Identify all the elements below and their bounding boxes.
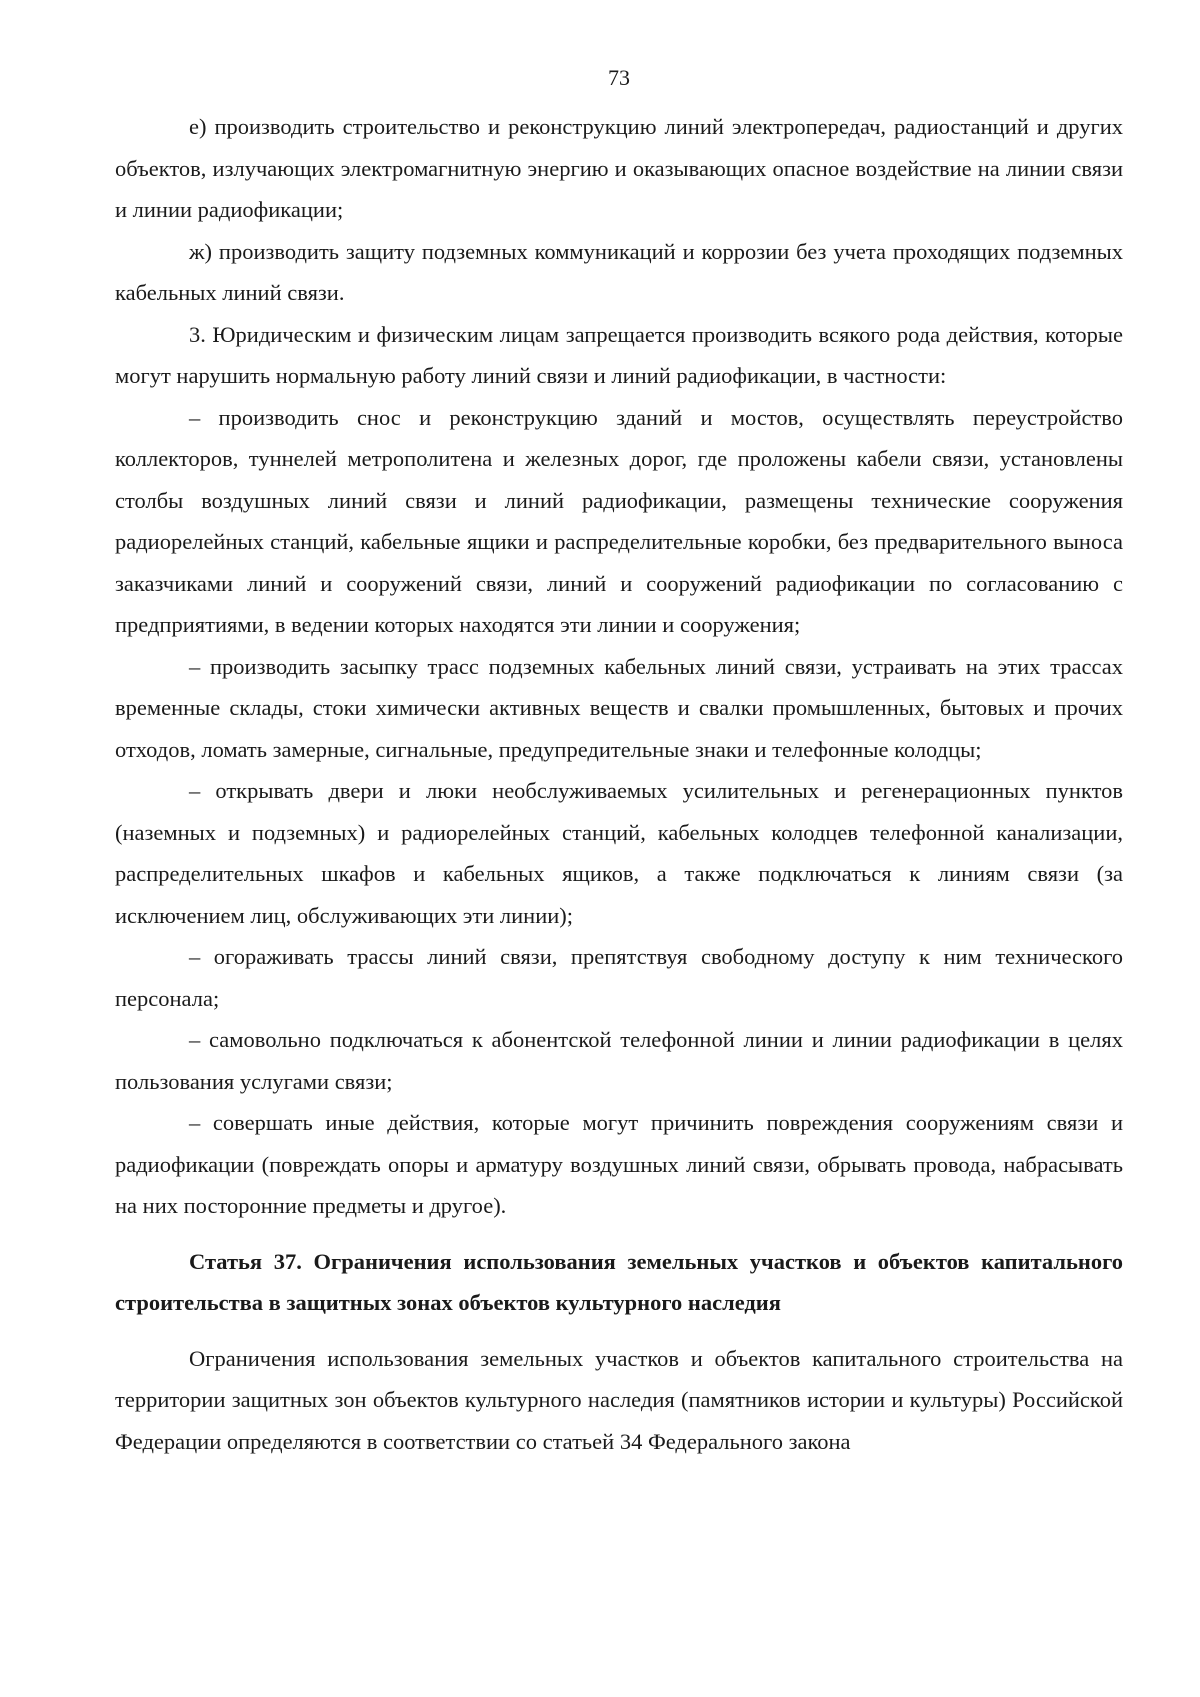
document-page <box>115 60 1123 1462</box>
list-item-demolition: – производить снос и реконструкцию зданий и мостов, осуществлять переустройство коллекторов, туннелей метрополитена и железных дорог, где проложены кабели связи, установлены столбы воздушных линий связи и линий радиофикации, размещены технические сооружения радиорелейных станций, кабельные ящики и распределительные коробки, без предварительного выноса заказчиками линий и сооружений связи, линий и сооружений радиофикации по согласованию с предприятиями, в ведении которых находятся эти линии и сооружения; <box>115 404 1123 637</box>
list-item-backfill: – производить засыпку трасс подземных кабельных линий связи, устраивать на этих трассах временные склады, стоки химически активных веществ и свалки промышленных, бытовых и прочих отходов, ломать замерные, сигнальные, предупредительные знаки и телефонные колодцы; <box>115 653 1123 762</box>
list-item-other-actions: – совершать иные действия, которые могут причинить повреждения сооружениям связи и радиофикации (повреждать опоры и арматуру воздушных линий связи, обрывать провода, набрасывать на них посторонние предметы и другое). <box>115 1110 1123 1218</box>
article-heading: Статья 37. Ограничения использования земельных участков и объектов капитального строительства в защитных зонах объектов культурного наследия <box>115 1248 1123 1315</box>
article-paragraph: Ограничения использования земельных участков и объектов капитального строительства на территории защитных зон объектов культурного наследия (памятников истории и культуры) Российской Федерации определяются в соответствии со статьей 34 Федерального закона <box>115 1345 1123 1454</box>
page-number: 73 <box>608 65 630 90</box>
list-item-connecting: – самовольно подключаться к абонентской телефонной линии и линии радиофикации в целях пользования услугами связи; <box>115 1027 1123 1094</box>
paragraph-clause-3: 3. Юридическим и физическим лицам запрещается производить всякого рода действия, которые могут нарушить нормальную работу линий связи и линий радиофикации, в частности: <box>115 321 1123 388</box>
paragraph-item-zh: ж) производить защиту подземных коммуникаций и коррозии без учета проходящих подземных кабельных линий связи. <box>115 238 1123 305</box>
list-item-open-doors: – открывать двери и люки необслуживаемых усилительных и регенерационных пунктов (наземных и подземных) и радиорелейных станций, кабельных колодцев телефонной канализации, распределительных шкафов и кабельных ящиков, а также подключаться к линиям связи (за исключением лиц, обслуживающих эти линии); <box>115 778 1123 928</box>
list-item-fencing: – огораживать трассы линий связи, препятствуя свободному доступу к ним технического персонала; <box>115 944 1123 1011</box>
paragraph-item-e: е) производить строительство и реконструкцию линий электропередач, радиостанций и других объектов, излучающих электромагнитную энергию и оказывающих опасное воздействие на линии связи и линии радиофикации; <box>115 114 1123 222</box>
